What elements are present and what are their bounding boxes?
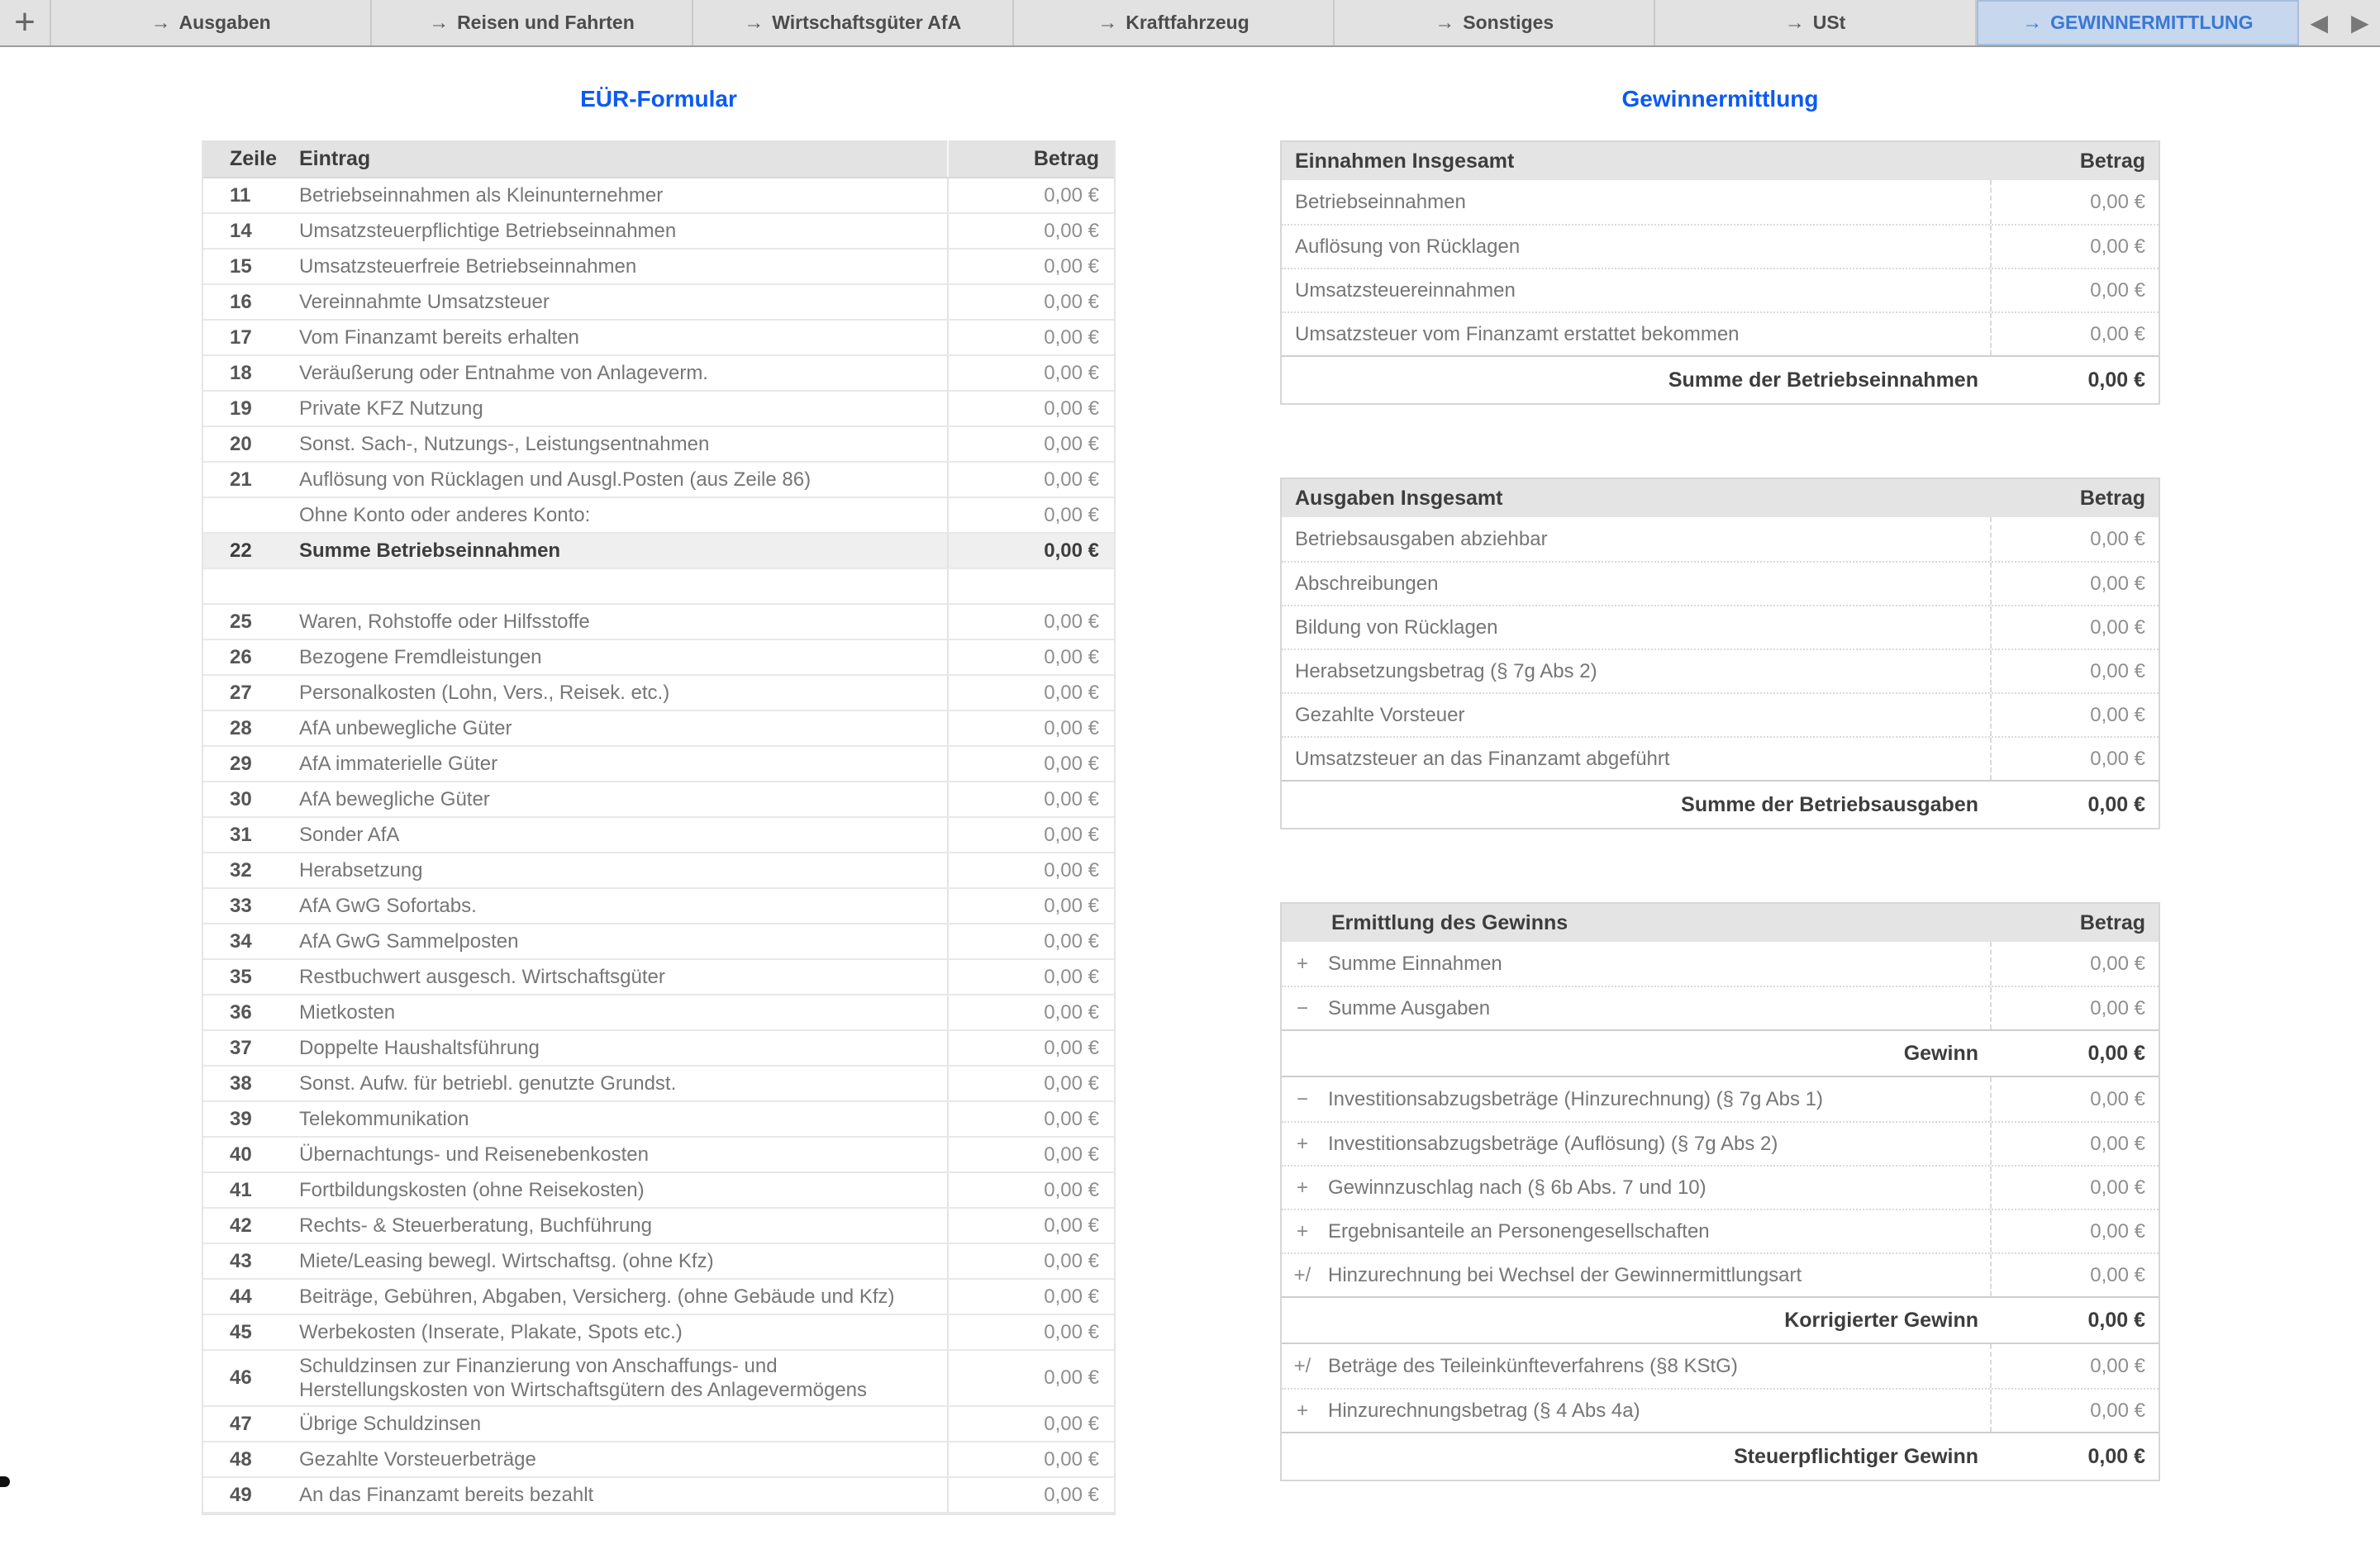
- betrag-cell[interactable]: 0,00 €: [947, 249, 1114, 283]
- betrag-cell[interactable]: 0,00 €: [947, 1209, 1114, 1243]
- table-row: [203, 924, 1114, 960]
- zeile-cell: 34: [230, 929, 252, 953]
- zeile-cell: 37: [230, 1036, 252, 1059]
- table-row: [1282, 986, 2159, 1029]
- table-row: [203, 747, 1114, 782]
- eintrag-cell: Bezogene Fremdleistungen: [299, 645, 542, 668]
- zeile-cell: 14: [230, 219, 252, 242]
- eintrag-cell: Umsatzsteuerpflichtige Betriebseinnahmen: [299, 219, 677, 242]
- zeile-cell: 16: [230, 290, 252, 313]
- zeile-cell: 32: [230, 858, 252, 882]
- section-header-label: Ermittlung des Gewinns: [1331, 910, 1568, 934]
- table-row: [203, 1478, 1114, 1514]
- table-row: [203, 1067, 1114, 1102]
- betrag-cell[interactable]: 0,00 €: [947, 1280, 1114, 1314]
- table-row: [203, 640, 1114, 676]
- label-cell: Gezahlte Vorsteuer: [1295, 703, 1465, 726]
- eintrag-cell: Vereinnahmte Umsatzsteuer: [299, 290, 550, 313]
- sheet-tab-ausgaben[interactable]: [51, 0, 372, 45]
- sheet-tab-label: GEWINNERMITTLUNG: [2050, 12, 2254, 33]
- eintrag-cell: AfA unbewegliche Güter: [299, 716, 512, 739]
- betrag-cell[interactable]: 0,00 €: [947, 853, 1114, 887]
- gewinn-section-ermittlung-des-gewinns: [1280, 902, 2160, 1481]
- total-row: [1282, 1432, 2159, 1480]
- tab-arrow-icon: →: [744, 11, 764, 34]
- label-cell: Gewinnzuschlag nach (§ 6b Abs. 7 und 10): [1328, 1176, 1706, 1199]
- betrag-cell[interactable]: 0,00 €: [1990, 1077, 2159, 1121]
- sheet-tab-bar: [0, 0, 2380, 47]
- eur-form-panel: [202, 86, 1116, 1515]
- eintrag-cell: Rechts- & Steuerberatung, Buchführung: [299, 1214, 652, 1237]
- zeile-cell: 36: [230, 1000, 252, 1024]
- betrag-cell[interactable]: 0,00 €: [947, 356, 1114, 390]
- betrag-cell[interactable]: 0,00 €: [947, 214, 1114, 248]
- betrag-cell[interactable]: 0,00 €: [1990, 987, 2159, 1029]
- betrag-cell[interactable]: 0,00 €: [947, 960, 1114, 994]
- betrag-cell[interactable]: 0,00 €: [1990, 1344, 2159, 1388]
- eintrag-cell: Übernachtungs- und Reisenebenkosten: [299, 1143, 649, 1166]
- gewinn-section-einnahmen-insgesamt: [1280, 140, 2160, 405]
- table-row: [1282, 649, 2159, 692]
- sheet-tab-label: Reisen und Fahrten: [457, 12, 635, 33]
- table-row: [1282, 942, 2159, 986]
- betrag-cell[interactable]: 0,00 €: [947, 782, 1114, 816]
- sign-cell: +/: [1293, 1263, 1311, 1286]
- sheet-tab-reisen-und-fahrten[interactable]: [372, 0, 693, 45]
- betrag-cell[interactable]: 0,00 €: [947, 178, 1114, 212]
- table-row: [203, 1102, 1114, 1138]
- sign-cell: +: [1296, 1219, 1308, 1243]
- sign-cell: +: [1296, 1132, 1308, 1155]
- gewinnermittlung-sections: [1280, 140, 2160, 1481]
- table-row: [1282, 268, 2159, 311]
- table-row: [203, 960, 1114, 996]
- zeile-cell: 19: [230, 397, 252, 420]
- sign-cell: +: [1296, 952, 1308, 975]
- section-header-betrag: Betrag: [2079, 910, 2145, 934]
- table-row: [203, 1031, 1114, 1067]
- table-row: [203, 1351, 1114, 1407]
- betrag-cell[interactable]: [947, 569, 1114, 603]
- sign-cell: −: [1296, 1087, 1308, 1110]
- label-cell: Summe Ausgaben: [1328, 996, 1491, 1019]
- betrag-cell[interactable]: 0,00 €: [947, 747, 1114, 781]
- eur-table: [202, 140, 1116, 1515]
- zeile-cell: 21: [230, 468, 252, 491]
- screen-artifact: [0, 1476, 10, 1487]
- betrag-cell[interactable]: 0,00 €: [947, 534, 1114, 568]
- zeile-cell: 17: [230, 326, 252, 349]
- eintrag-cell: Sonst. Sach-, Nutzungs-, Leistungsentnahmen: [299, 432, 710, 455]
- table-row: [1282, 692, 2159, 736]
- betrag-cell[interactable]: 0,00 €: [1990, 650, 2159, 692]
- table-row: [203, 498, 1114, 534]
- zeile-cell: 49: [230, 1483, 252, 1506]
- table-row: [203, 392, 1114, 427]
- eintrag-cell: Personalkosten (Lohn, Vers., Reisek. etc.): [299, 681, 670, 704]
- eintrag-cell: Restbuchwert ausgesch. Wirtschaftsgüter: [299, 965, 665, 988]
- betrag-cell[interactable]: 0,00 €: [947, 285, 1114, 319]
- eintrag-cell: Doppelte Haushaltsführung: [299, 1036, 540, 1059]
- column-header-eintrag: Eintrag: [299, 146, 371, 170]
- total-label-cell: Korrigierter Gewinn: [1784, 1308, 1978, 1332]
- add-sheet-button[interactable]: [0, 0, 51, 45]
- sheet-tab-sonstiges[interactable]: [1335, 0, 1655, 45]
- table-row: [1282, 180, 2159, 224]
- sign-cell: +: [1296, 1176, 1308, 1199]
- section-header-label: Ausgaben Insgesamt: [1295, 486, 1503, 510]
- label-cell: Beträge des Teileinkünfteverfahrens (§8 KStG): [1328, 1354, 1738, 1377]
- label-cell: Herabsetzungsbetrag (§ 7g Abs 2): [1295, 659, 1597, 682]
- label-cell: Auflösung von Rücklagen: [1295, 235, 1521, 258]
- table-row: [203, 356, 1114, 392]
- table-row: [203, 1209, 1114, 1244]
- betrag-cell[interactable]: 0,00 €: [947, 889, 1114, 923]
- tab-arrow-icon: →: [2022, 11, 2043, 34]
- gewinnermittlung-title: Gewinnermittlung: [1621, 86, 1819, 112]
- sheet-tabs-container: [51, 0, 2299, 45]
- back-arrow-icon[interactable]: ◀: [2310, 10, 2328, 36]
- zeile-cell: 22: [230, 539, 252, 562]
- sheet-tab-kraftfahrzeug[interactable]: [1014, 0, 1335, 45]
- label-cell: Investitionsabzugsbeträge (Auflösung) (§ 7g Abs 2): [1328, 1132, 1778, 1155]
- zeile-cell: 44: [230, 1285, 252, 1308]
- eintrag-cell: Fortbildungskosten (ohne Reisekosten): [299, 1178, 645, 1201]
- betrag-cell[interactable]: 0,00 €: [1990, 269, 2159, 311]
- eur-table-header: [203, 140, 1114, 178]
- total-betrag-cell[interactable]: 0,00 €: [2087, 1308, 2145, 1332]
- forward-arrow-icon[interactable]: ▶: [2351, 10, 2369, 36]
- label-cell: Hinzurechnungsbetrag (§ 4 Abs 4a): [1328, 1399, 1640, 1422]
- table-row: [1282, 1165, 2159, 1209]
- betrag-cell[interactable]: 0,00 €: [947, 640, 1114, 674]
- section-header-label: Einnahmen Insgesamt: [1295, 149, 1515, 173]
- table-row: [203, 427, 1114, 463]
- total-label-cell: Summe der Betriebseinnahmen: [1668, 368, 1978, 392]
- eintrag-cell: Private KFZ Nutzung: [299, 397, 483, 420]
- eintrag-cell: Betriebseinnahmen als Kleinunternehmer: [299, 183, 664, 207]
- table-row: [203, 853, 1114, 889]
- betrag-cell[interactable]: 0,00 €: [1990, 606, 2159, 649]
- label-cell: Umsatzsteuer vom Finanzamt erstattet bekommen: [1295, 322, 1740, 345]
- table-row: [1282, 1121, 2159, 1165]
- betrag-cell[interactable]: 0,00 €: [947, 676, 1114, 710]
- tab-arrow-icon: →: [1784, 11, 1805, 34]
- label-cell: Ergebnisanteile an Personengesellschaften: [1328, 1219, 1710, 1243]
- betrag-cell[interactable]: 0,00 €: [947, 1102, 1114, 1136]
- sheet-tab-label: Kraftfahrzeug: [1126, 12, 1250, 33]
- betrag-cell[interactable]: 0,00 €: [947, 1031, 1114, 1065]
- betrag-cell[interactable]: 0,00 €: [947, 1351, 1114, 1405]
- eintrag-cell: Vom Finanzamt bereits erhalten: [299, 326, 579, 349]
- zeile-cell: 38: [230, 1072, 252, 1095]
- betrag-cell[interactable]: 0,00 €: [1990, 738, 2159, 780]
- betrag-cell[interactable]: 0,00 €: [947, 498, 1114, 532]
- betrag-cell[interactable]: 0,00 €: [1990, 517, 2159, 561]
- table-row: [203, 1173, 1114, 1209]
- sign-cell: +: [1296, 1399, 1308, 1422]
- table-row: [1282, 605, 2159, 649]
- gewinn-section-header: [1282, 142, 2159, 180]
- table-row: [203, 1315, 1114, 1351]
- eintrag-cell: Ohne Konto oder anderes Konto:: [299, 503, 591, 526]
- betrag-cell[interactable]: 0,00 €: [947, 1173, 1114, 1207]
- table-row: [203, 711, 1114, 747]
- betrag-cell[interactable]: 0,00 €: [1990, 1210, 2159, 1252]
- table-row: [203, 889, 1114, 924]
- sheet-tab-wirtschaftsg-ter-afa[interactable]: [693, 0, 1014, 45]
- betrag-cell[interactable]: 0,00 €: [1990, 694, 2159, 736]
- section-header-betrag: Betrag: [2079, 149, 2145, 173]
- gewinn-section-body: [1282, 942, 2159, 1480]
- sheet-tab-label: Sonstiges: [1463, 12, 1554, 33]
- table-row: [1282, 561, 2159, 605]
- label-cell: Umsatzsteuereinnahmen: [1295, 278, 1516, 302]
- betrag-cell[interactable]: 0,00 €: [947, 605, 1114, 639]
- zeile-cell: 33: [230, 894, 252, 917]
- label-cell: Hinzurechnung bei Wechsel der Gewinnermittlungsart: [1328, 1263, 1802, 1286]
- total-betrag-cell[interactable]: 0,00 €: [2087, 1444, 2145, 1468]
- sheet-tab-label: Ausgaben: [178, 12, 271, 33]
- betrag-cell[interactable]: 0,00 €: [1990, 942, 2159, 986]
- gewinn-section-header: [1282, 904, 2159, 942]
- eintrag-cell: Werbekosten (Inserate, Plakate, Spots etc.): [299, 1320, 683, 1343]
- betrag-cell[interactable]: 0,00 €: [947, 711, 1114, 745]
- gewinn-section-header: [1282, 479, 2159, 517]
- betrag-cell[interactable]: 0,00 €: [947, 1478, 1114, 1512]
- label-cell: Umsatzsteuer an das Finanzamt abgeführt: [1295, 747, 1670, 770]
- eintrag-cell: Miete/Leasing bewegl. Wirtschaftsg. (ohne Kfz): [299, 1249, 714, 1272]
- zeile-cell: 43: [230, 1249, 252, 1272]
- eintrag-cell: Umsatzsteuerfreie Betriebseinnahmen: [299, 254, 637, 278]
- betrag-cell[interactable]: 0,00 €: [1990, 1254, 2159, 1296]
- sheet-tab-label: Wirtschaftsgüter AfA: [772, 12, 962, 33]
- table-row: [203, 178, 1114, 214]
- eintrag-cell: Gezahlte Vorsteuerbeträge: [299, 1447, 536, 1471]
- tab-arrow-icon: →: [1097, 11, 1118, 34]
- gewinnermittlung-panel: [1280, 86, 2160, 1554]
- total-betrag-cell[interactable]: 0,00 €: [2087, 368, 2145, 392]
- betrag-cell[interactable]: 0,00 €: [1990, 226, 2159, 268]
- eintrag-cell: Veräußerung oder Entnahme von Anlageverm.: [299, 361, 708, 384]
- table-row: [203, 463, 1114, 498]
- zeile-cell: 39: [230, 1107, 252, 1130]
- plus-icon: +: [14, 1, 36, 42]
- eintrag-cell: AfA GwG Sofortabs.: [299, 894, 477, 917]
- sign-cell: −: [1296, 996, 1308, 1019]
- tab-arrow-icon: →: [1435, 11, 1455, 34]
- zeile-cell: 48: [230, 1447, 252, 1471]
- betrag-cell[interactable]: 0,00 €: [947, 1138, 1114, 1171]
- betrag-cell[interactable]: 0,00 €: [947, 1407, 1114, 1441]
- total-row: [1282, 1029, 2159, 1077]
- table-row: [203, 605, 1114, 640]
- betrag-cell[interactable]: 0,00 €: [1990, 180, 2159, 224]
- table-row: [203, 996, 1114, 1031]
- table-row: [203, 818, 1114, 853]
- betrag-cell[interactable]: 0,00 €: [947, 427, 1114, 461]
- sheet-tab-gewinnermittlung[interactable]: [1977, 0, 2299, 45]
- table-row: [1282, 517, 2159, 561]
- table-row: [203, 1244, 1114, 1280]
- betrag-cell[interactable]: 0,00 €: [947, 321, 1114, 354]
- eintrag-cell: An das Finanzamt bereits bezahlt: [299, 1483, 594, 1506]
- table-row: [203, 214, 1114, 249]
- betrag-cell[interactable]: 0,00 €: [947, 1067, 1114, 1100]
- zeile-cell: 42: [230, 1214, 252, 1237]
- betrag-cell[interactable]: 0,00 €: [1990, 313, 2159, 355]
- eintrag-cell: Schuldzinsen zur Finanzierung von Anschaffungs- und Herstellungskosten von Wirtschaftsgütern des Anlagevermögens: [299, 1354, 868, 1401]
- betrag-cell[interactable]: 0,00 €: [1990, 1167, 2159, 1209]
- table-row: [203, 782, 1114, 818]
- betrag-cell[interactable]: 0,00 €: [947, 1442, 1114, 1476]
- label-cell: Betriebseinnahmen: [1295, 190, 1466, 213]
- zeile-cell: 27: [230, 681, 252, 704]
- table-row: [203, 569, 1114, 605]
- zeile-cell: 26: [230, 645, 252, 668]
- label-cell: Investitionsabzugsbeträge (Hinzurechnung) (§ 7g Abs 1): [1328, 1087, 1824, 1110]
- gewinn-section-ausgaben-insgesamt: [1280, 478, 2160, 829]
- zeile-cell: 28: [230, 716, 252, 739]
- label-cell: Betriebsausgaben abziehbar: [1295, 527, 1548, 550]
- betrag-cell[interactable]: 0,00 €: [947, 392, 1114, 425]
- sheet-nav-arrows: [2299, 0, 2380, 45]
- total-row: [1282, 780, 2159, 828]
- eintrag-cell: Sonder AfA: [299, 823, 400, 846]
- eintrag-cell: Übrige Schuldzinsen: [299, 1412, 482, 1435]
- table-row: [1282, 1252, 2159, 1296]
- column-header-zeile: Zeile: [230, 146, 277, 170]
- gewinn-section-body: [1282, 517, 2159, 828]
- table-row: [1282, 736, 2159, 780]
- table-row: [1282, 1388, 2159, 1432]
- zeile-cell: 40: [230, 1143, 252, 1166]
- eintrag-cell: Summe Betriebseinnahmen: [299, 539, 561, 562]
- eintrag-cell: Sonst. Aufw. für betriebl. genutzte Grundst.: [299, 1072, 677, 1095]
- sign-cell: +/: [1293, 1354, 1311, 1377]
- eintrag-cell: Mietkosten: [299, 1000, 396, 1024]
- zeile-cell: 35: [230, 965, 252, 988]
- table-row: [1282, 1344, 2159, 1388]
- table-row: [203, 285, 1114, 321]
- total-label-cell: Summe der Betriebsausgaben: [1681, 792, 1978, 816]
- betrag-cell[interactable]: 0,00 €: [947, 1315, 1114, 1349]
- betrag-cell[interactable]: 0,00 €: [947, 818, 1114, 852]
- eintrag-cell: AfA bewegliche Güter: [299, 787, 490, 810]
- eintrag-cell: Waren, Rohstoffe oder Hilfsstoffe: [299, 610, 590, 633]
- zeile-cell: 18: [230, 361, 252, 384]
- label-cell: Bildung von Rücklagen: [1295, 615, 1498, 639]
- betrag-cell[interactable]: 0,00 €: [1990, 1390, 2159, 1432]
- zeile-cell: 11: [230, 183, 251, 207]
- total-label-cell: Steuerpflichtiger Gewinn: [1734, 1444, 1978, 1468]
- sheet-tab-label: USt: [1812, 12, 1846, 33]
- table-row: [1282, 311, 2159, 355]
- zeile-cell: 15: [230, 254, 252, 278]
- total-row: [1282, 355, 2159, 403]
- table-row: [203, 1407, 1114, 1442]
- label-cell: Summe Einnahmen: [1328, 952, 1502, 975]
- zeile-cell: 29: [230, 752, 252, 775]
- column-header-betrag: Betrag: [947, 140, 1114, 177]
- zeile-cell: 41: [230, 1178, 252, 1201]
- eur-table-body: [203, 178, 1114, 1514]
- eintrag-cell: Auflösung von Rücklagen und Ausgl.Posten (aus Zeile 86): [299, 468, 812, 491]
- betrag-cell[interactable]: 0,00 €: [947, 463, 1114, 497]
- eintrag-cell: Beiträge, Gebühren, Abgaben, Versicherg. (ohne Gebäude und Kfz): [299, 1285, 895, 1308]
- zeile-cell: 30: [230, 787, 252, 810]
- table-row: [203, 676, 1114, 711]
- table-row: [1282, 224, 2159, 268]
- section-header-betrag: Betrag: [2079, 486, 2145, 510]
- table-row: [203, 1442, 1114, 1478]
- tab-arrow-icon: →: [150, 11, 171, 34]
- total-betrag-cell[interactable]: 0,00 €: [2087, 1041, 2145, 1065]
- zeile-cell: 20: [230, 432, 252, 455]
- zeile-cell: 46: [230, 1366, 252, 1389]
- betrag-cell[interactable]: 0,00 €: [947, 924, 1114, 958]
- eintrag-cell: AfA immaterielle Güter: [299, 752, 498, 775]
- label-cell: Abschreibungen: [1295, 572, 1439, 595]
- eintrag-cell: AfA GwG Sammelposten: [299, 929, 519, 953]
- eur-form-title: EÜR-Formular: [580, 86, 737, 112]
- total-row: [1282, 1296, 2159, 1344]
- total-label-cell: Gewinn: [1903, 1041, 1978, 1065]
- table-row: [203, 249, 1114, 285]
- zeile-cell: 25: [230, 610, 252, 633]
- table-row: [1282, 1077, 2159, 1121]
- betrag-cell[interactable]: 0,00 €: [947, 996, 1114, 1029]
- table-row: [1282, 1209, 2159, 1252]
- sheet-tab-ust[interactable]: [1655, 0, 1976, 45]
- table-row: [203, 534, 1114, 569]
- betrag-cell[interactable]: 0,00 €: [1990, 1123, 2159, 1165]
- eintrag-cell: Herabsetzung: [299, 858, 423, 882]
- betrag-cell[interactable]: 0,00 €: [1990, 563, 2159, 605]
- zeile-cell: 31: [230, 823, 252, 846]
- table-row: [203, 1280, 1114, 1315]
- table-row: [203, 321, 1114, 356]
- table-row: [203, 1138, 1114, 1173]
- total-betrag-cell[interactable]: 0,00 €: [2087, 792, 2145, 816]
- eintrag-cell: Telekommunikation: [299, 1107, 469, 1130]
- zeile-cell: 45: [230, 1320, 252, 1343]
- gewinn-section-body: [1282, 180, 2159, 403]
- zeile-cell: 47: [230, 1412, 252, 1435]
- tab-arrow-icon: →: [429, 11, 450, 34]
- betrag-cell[interactable]: 0,00 €: [947, 1244, 1114, 1278]
